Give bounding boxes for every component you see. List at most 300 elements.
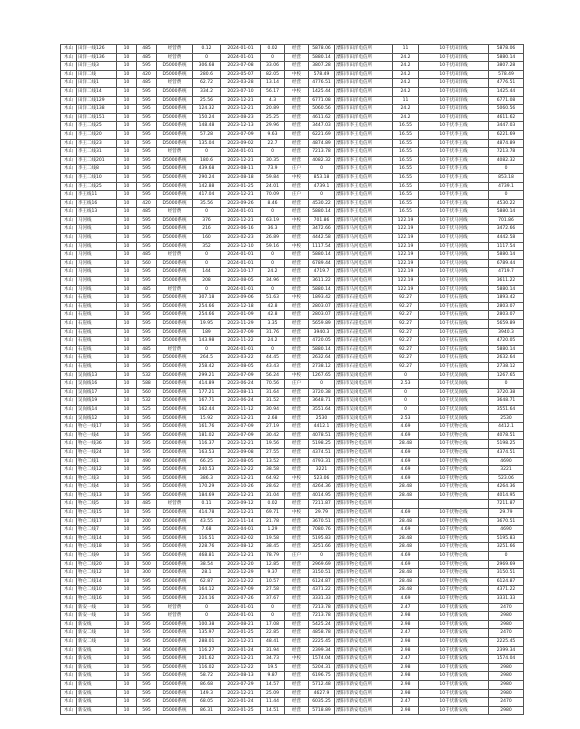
amount-cell: 5880.14 — [309, 345, 335, 354]
amount-cell: 3648.71 — [309, 397, 335, 406]
feeder-cell: 10千伏石崖线 — [419, 302, 489, 311]
date-cell: 2023-07-09 — [221, 371, 261, 380]
type-cell: 经营 — [285, 251, 309, 260]
length-cell: 28.48 — [393, 440, 419, 449]
source-cell: D5000系统 — [157, 414, 193, 423]
voltage-cell: 10 — [117, 663, 137, 672]
voltage-cell: 10 — [117, 277, 137, 286]
length-cell: 28.48 — [393, 586, 419, 595]
length-cell: 122.19 — [393, 277, 419, 286]
length-cell: 92.27 — [393, 337, 419, 346]
voltage-cell: 10 — [117, 156, 137, 165]
type-cell: 经营 — [285, 586, 309, 595]
table-row — [61, 362, 524, 371]
line-name-cell: 新安线 — [77, 698, 117, 707]
line-name-cell: 李王二线25 — [77, 182, 117, 191]
type-cell: 经营 — [285, 53, 309, 62]
voltage-cell: 10 — [117, 637, 137, 646]
length-cell: 28.48 — [393, 569, 419, 578]
total-cell: 2470 — [489, 629, 524, 638]
type-cell: 经营 — [285, 45, 309, 54]
capacity-cell: 595 — [137, 277, 157, 286]
source-cell: D5000系统 — [157, 457, 193, 466]
voltage-cell: 10 — [117, 96, 137, 105]
total-cell: 3251.66 — [489, 543, 524, 552]
date-cell: 2023-10-26 — [221, 483, 261, 492]
unit-cell: 溧阳市马河电信所 — [335, 216, 393, 225]
voltage-cell: 10 — [117, 302, 137, 311]
date-cell: 2023-12-21 — [221, 414, 261, 423]
source-cell: 经营费 — [157, 603, 193, 612]
feeder-cell: 10千伏马河线 — [419, 268, 489, 277]
source-cell: D5000系统 — [157, 509, 193, 518]
feeder-cell: 10千伏马河线 — [419, 216, 489, 225]
capacity-cell: 595 — [137, 603, 157, 612]
rate-cell: 63.19 — [261, 216, 285, 225]
length-cell: 2.98 — [393, 646, 419, 655]
value-cell: 254.66 — [193, 302, 221, 311]
unit-cell: 溧阳市吴岗电信所 — [335, 380, 393, 389]
type-cell: 中校 — [285, 242, 309, 251]
date-cell: 2023-06-24 — [221, 397, 261, 406]
type-cell: 经营 — [285, 629, 309, 638]
district-cell: 木山 — [61, 96, 77, 105]
district-cell: 木山 — [61, 595, 77, 604]
date-cell: 2023-01-25 — [221, 706, 261, 715]
type-cell: 经营 — [285, 337, 309, 346]
capacity-cell: 595 — [137, 689, 157, 698]
district-cell: 木山 — [61, 148, 77, 157]
total-cell: 5880.14 — [489, 251, 524, 260]
length-cell: 2.98 — [393, 620, 419, 629]
line-name-cell: 石崖线 — [77, 345, 117, 354]
amount-cell: 5718.89 — [309, 706, 335, 715]
table-row — [61, 517, 524, 526]
total-cell: 3611.22 — [489, 277, 524, 286]
rate-cell: 38.58 — [261, 466, 285, 475]
district-cell: 木山 — [61, 216, 77, 225]
date-cell: 2023-11-14 — [221, 517, 261, 526]
total-cell: 2632.64 — [489, 354, 524, 363]
amount-cell: 4776.51 — [309, 79, 335, 88]
table-row — [61, 526, 524, 535]
value-cell: 240.53 — [193, 466, 221, 475]
total-cell: 3551.64 — [489, 405, 524, 414]
amount-cell: 0 — [309, 552, 335, 561]
value-cell: 288.01 — [193, 637, 221, 646]
unit-cell: 溧阳市物仑电信所 — [335, 491, 393, 500]
district-cell: 木山 — [61, 173, 77, 182]
line-name-cell: 李王线16 — [77, 199, 117, 208]
voltage-cell: 10 — [117, 414, 137, 423]
length-cell: 4.69 — [393, 431, 419, 440]
type-cell: 中校 — [285, 474, 309, 483]
value-cell: 116.27 — [193, 646, 221, 655]
voltage-cell: 10 — [117, 62, 137, 71]
line-name-cell: 李王二线201 — [77, 156, 117, 165]
capacity-cell: 595 — [137, 234, 157, 243]
voltage-cell: 10 — [117, 380, 137, 389]
line-name-cell: 物仑二线14 — [77, 577, 117, 586]
table-row — [61, 534, 524, 543]
type-cell: 中校 — [285, 294, 309, 303]
capacity-cell: 420 — [137, 70, 157, 79]
capacity-cell: 595 — [137, 105, 157, 114]
capacity-cell: 595 — [137, 362, 157, 371]
rate-cell: 8.46 — [261, 199, 285, 208]
length-cell: 122.19 — [393, 225, 419, 234]
district-cell: 木山 — [61, 491, 77, 500]
district-cell: 木山 — [61, 53, 77, 62]
feeder-cell: 10千伏马河线 — [419, 234, 489, 243]
value-cell: 135.97 — [193, 629, 221, 638]
feeder-cell: 10千伏新安线 — [419, 612, 489, 621]
value-cell: 299.21 — [193, 371, 221, 380]
amount-cell: 2969.69 — [309, 560, 335, 569]
date-cell: 2023-06-16 — [221, 225, 261, 234]
amount-cell: 7080.76 — [309, 526, 335, 535]
line-name-cell: 马河线 — [77, 259, 117, 268]
amount-cell: 0 — [309, 165, 335, 174]
type-cell: 经营 — [285, 199, 309, 208]
capacity-cell: 595 — [137, 423, 157, 432]
rate-cell: 0 — [261, 148, 285, 157]
date-cell: 2023-07-09 — [221, 130, 261, 139]
line-name-cell: 物仑二线1 — [77, 457, 117, 466]
amount-cell: 29.79 — [309, 509, 335, 518]
capacity-cell: 532 — [137, 397, 157, 406]
capacity-cell: 595 — [137, 113, 157, 122]
feeder-cell: 10千伏李王线 — [419, 165, 489, 174]
total-cell: 578.49 — [489, 70, 524, 79]
voltage-cell: 10 — [117, 483, 137, 492]
type-cell: 经营 — [285, 483, 309, 492]
capacity-cell: 364 — [137, 646, 157, 655]
type-cell: 中校 — [285, 70, 309, 79]
unit-cell: 溧阳市石崖电信所 — [335, 362, 393, 371]
date-cell: 2024-01-01 — [221, 285, 261, 294]
unit-cell: 溧阳市石崖电信所 — [335, 354, 393, 363]
date-cell: 2023-09-02 — [221, 139, 261, 148]
value-cell: 124.32 — [193, 105, 221, 114]
feeder-cell: 10千伏田洋线 — [419, 96, 489, 105]
type-cell: 经营 — [285, 577, 309, 586]
rate-cell: 48.41 — [261, 637, 285, 646]
voltage-cell: 10 — [117, 173, 137, 182]
feeder-cell: 10千伏马河线 — [419, 242, 489, 251]
rate-cell: 34.96 — [261, 277, 285, 286]
source-cell: D5000系统 — [157, 629, 193, 638]
total-cell: 3720.38 — [489, 388, 524, 397]
source-cell: D5000系统 — [157, 156, 193, 165]
line-name-cell: 田洋二线1 — [77, 79, 117, 88]
capacity-cell: 595 — [137, 96, 157, 105]
rate-cell: 59.16 — [261, 242, 285, 251]
type-cell: 经营 — [285, 62, 309, 71]
district-cell: 木山 — [61, 199, 77, 208]
capacity-cell: 588 — [137, 380, 157, 389]
line-name-cell: 物仑一线24 — [77, 448, 117, 457]
total-cell: 0 — [489, 552, 524, 561]
line-name-cell: 新安线 — [77, 663, 117, 672]
rate-cell: 17.08 — [261, 620, 285, 629]
feeder-cell: 10千伏新安线 — [419, 637, 489, 646]
amount-cell: 7213.78 — [309, 148, 335, 157]
line-name-cell: 物仑一线4 — [77, 431, 117, 440]
length-cell: 28.48 — [393, 517, 419, 526]
type-cell: 经营 — [285, 320, 309, 329]
rate-cell: 14.57 — [261, 680, 285, 689]
total-cell: 6124.87 — [489, 577, 524, 586]
unit-cell: 溧阳市物仑电信所 — [335, 448, 393, 457]
source-cell: D5000系统 — [157, 560, 193, 569]
source-cell: 经营费 — [157, 148, 193, 157]
type-cell: 经营 — [285, 268, 309, 277]
amount-cell: 5195.83 — [309, 534, 335, 543]
rate-cell: 0 — [261, 251, 285, 260]
type-cell: 经营 — [285, 328, 309, 337]
voltage-cell: 10 — [117, 105, 137, 114]
unit-cell: 溧阳市新安电信所 — [335, 637, 393, 646]
source-cell: D5000系统 — [157, 526, 193, 535]
length-cell: 4.69 — [393, 560, 419, 569]
amount-cell: 4374.51 — [309, 448, 335, 457]
amount-cell: 853.18 — [309, 173, 335, 182]
unit-cell: 溧阳市马河电信所 — [335, 242, 393, 251]
total-cell: 2470 — [489, 603, 524, 612]
length-cell: 2.53 — [393, 380, 419, 389]
voltage-cell: 10 — [117, 440, 137, 449]
line-name-cell: 李王二线20 — [77, 130, 117, 139]
voltage-cell: 10 — [117, 320, 137, 329]
rate-cell: 73.9 — [261, 165, 285, 174]
unit-cell: 溧阳市物仑电信所 — [335, 457, 393, 466]
table-row — [61, 405, 524, 414]
amount-cell: 4412.1 — [309, 423, 335, 432]
district-cell: 木山 — [61, 543, 77, 552]
capacity-cell: 595 — [137, 629, 157, 638]
unit-cell: 溧阳市马河电信所 — [335, 251, 393, 260]
feeder-cell: 10千伏田洋线 — [419, 62, 489, 71]
length-cell: 2.47 — [393, 698, 419, 707]
source-cell: D5000系统 — [157, 543, 193, 552]
length-cell: 0 — [393, 371, 419, 380]
table-row — [61, 139, 524, 148]
unit-cell: 溧阳市李王电信所 — [335, 130, 393, 139]
source-cell: D5000系统 — [157, 637, 193, 646]
type-cell: 经营 — [285, 259, 309, 268]
amount-cell: 523.06 — [309, 474, 335, 483]
voltage-cell: 10 — [117, 345, 137, 354]
capacity-cell: 595 — [137, 320, 157, 329]
unit-cell: 溧阳市石崖电信所 — [335, 337, 393, 346]
total-cell: 2980 — [489, 689, 524, 698]
date-cell: 2024-01-01 — [221, 603, 261, 612]
value-cell: 0 — [193, 612, 221, 621]
rate-cell: 0 — [261, 612, 285, 621]
total-cell: 3150.51 — [489, 569, 524, 578]
table-row — [61, 569, 524, 578]
rate-cell: 0 — [261, 259, 285, 268]
date-cell: 2023-06-24 — [221, 380, 261, 389]
length-cell: 0 — [393, 405, 419, 414]
total-cell: 4374.51 — [489, 448, 524, 457]
source-cell: D5000系统 — [157, 586, 193, 595]
table-row — [61, 70, 524, 79]
feeder-cell: 10千伏田洋线 — [419, 87, 489, 96]
length-cell: 2.53 — [393, 414, 419, 423]
voltage-cell: 10 — [117, 500, 137, 509]
date-cell: 2023-07-26 — [221, 595, 261, 604]
value-cell: 162.44 — [193, 405, 221, 414]
source-cell: D5000系统 — [157, 87, 193, 96]
rate-cell: 12.85 — [261, 560, 285, 569]
type-cell: 经营 — [285, 620, 309, 629]
value-cell: 439.68 — [193, 165, 221, 174]
date-cell: 2023-11-22 — [221, 337, 261, 346]
table-row — [61, 122, 524, 131]
voltage-cell: 10 — [117, 130, 137, 139]
district-cell: 木山 — [61, 680, 77, 689]
table-row — [61, 182, 524, 191]
total-cell: 4442.58 — [489, 234, 524, 243]
district-cell: 木山 — [61, 182, 77, 191]
date-cell: 2023-02-23 — [221, 234, 261, 243]
capacity-cell: 560 — [137, 259, 157, 268]
feeder-cell: 10千伏石崖线 — [419, 362, 489, 371]
district-cell: 木山 — [61, 620, 77, 629]
date-cell: 2023-12-13 — [221, 122, 261, 131]
unit-cell: 溧阳市李王电信所 — [335, 199, 393, 208]
value-cell: 254.66 — [193, 311, 221, 320]
total-cell: 3221 — [489, 466, 524, 475]
type-cell: 经营 — [285, 156, 309, 165]
capacity-cell: 485 — [137, 208, 157, 217]
date-cell: 2023-07-09 — [221, 431, 261, 440]
table-row — [61, 672, 524, 681]
rate-cell: 78.79 — [261, 552, 285, 561]
type-cell: 经营 — [285, 689, 309, 698]
value-cell: 116.51 — [193, 534, 221, 543]
date-cell: 2023-12-10 — [221, 242, 261, 251]
rate-cell: 9.87 — [261, 672, 285, 681]
capacity-cell: 595 — [137, 637, 157, 646]
capacity-cell: 595 — [137, 483, 157, 492]
table-row — [61, 663, 524, 672]
voltage-cell: 10 — [117, 543, 137, 552]
amount-cell: 5880.14 — [309, 53, 335, 62]
source-cell: D5000系统 — [157, 646, 193, 655]
unit-cell: 溧阳市吴岗电信所 — [335, 405, 393, 414]
value-cell: 86.68 — [193, 680, 221, 689]
voltage-cell: 10 — [117, 285, 137, 294]
length-cell: 28.48 — [393, 483, 419, 492]
line-name-cell: 石崖线 — [77, 328, 117, 337]
date-cell: 2024-01-01 — [221, 251, 261, 260]
district-cell: 木山 — [61, 405, 77, 414]
table-row — [61, 474, 524, 483]
value-cell: 7.68 — [193, 526, 221, 535]
rate-cell: 31.04 — [261, 491, 285, 500]
unit-cell: 溧阳市李王电信所 — [335, 182, 393, 191]
line-name-cell: 吴岗线13 — [77, 371, 117, 380]
table-row — [61, 148, 524, 157]
district-cell: 木山 — [61, 509, 77, 518]
capacity-cell: 595 — [137, 225, 157, 234]
unit-cell: 溧阳市物仑电信所 — [335, 440, 393, 449]
feeder-cell: 10千伏马河线 — [419, 251, 489, 260]
voltage-cell: 10 — [117, 139, 137, 148]
type-cell: 经营 — [285, 672, 309, 681]
value-cell: 43.55 — [193, 517, 221, 526]
district-cell: 木山 — [61, 259, 77, 268]
feeder-cell: 10千伏物仑线 — [419, 440, 489, 449]
amount-cell: 4611.62 — [309, 113, 335, 122]
date-cell: 2024-01-01 — [221, 53, 261, 62]
line-name-cell: 物仑二线16 — [77, 595, 117, 604]
total-cell: 1425.44 — [489, 87, 524, 96]
capacity-cell: 490 — [137, 457, 157, 466]
capacity-cell: 595 — [137, 216, 157, 225]
value-cell: 189 — [193, 328, 221, 337]
unit-cell: 溧阳市李王电信所 — [335, 148, 393, 157]
date-cell: 2023-03-28 — [221, 79, 261, 88]
rate-cell: 2.68 — [261, 414, 285, 423]
line-name-cell: 吴岗线12 — [77, 414, 117, 423]
length-cell: 16.55 — [393, 148, 419, 157]
value-cell: 0 — [193, 285, 221, 294]
unit-cell: 溧阳市物仑电信所 — [335, 586, 393, 595]
length-cell: 2.98 — [393, 612, 419, 621]
feeder-cell: 10千伏新安线 — [419, 655, 489, 664]
source-cell: 经营费 — [157, 500, 193, 509]
amount-cell: 0 — [309, 380, 335, 389]
capacity-cell: 500 — [137, 560, 157, 569]
length-cell: 16.55 — [393, 130, 419, 139]
capacity-cell: 595 — [137, 680, 157, 689]
feeder-cell: 10千伏物仑线 — [419, 474, 489, 483]
source-cell: D5000系统 — [157, 534, 193, 543]
capacity-cell: 595 — [137, 139, 157, 148]
line-name-cell: 物仑二线17 — [77, 517, 117, 526]
voltage-cell: 10 — [117, 517, 137, 526]
table-row — [61, 500, 524, 509]
source-cell: 经营费 — [157, 285, 193, 294]
source-cell: D5000系统 — [157, 96, 193, 105]
feeder-cell: 10千伏物仑线 — [419, 509, 489, 518]
source-cell: D5000系统 — [157, 577, 193, 586]
length-cell: 2.98 — [393, 706, 419, 715]
feeder-cell: 10千伏物仑线 — [419, 483, 489, 492]
value-cell: 149.3 — [193, 689, 221, 698]
rate-cell: 31.64 — [261, 388, 285, 397]
feeder-cell: 10千伏物仑线 — [419, 466, 489, 475]
date-cell: 2023-12-18 — [221, 302, 261, 311]
line-name-cell: 田洋二线 — [77, 70, 117, 79]
total-cell: 5878.06 — [489, 45, 524, 54]
type-cell: 经营 — [285, 663, 309, 672]
amount-cell: 2803.07 — [309, 311, 335, 320]
rate-cell: 25.25 — [261, 113, 285, 122]
source-cell: D5000系统 — [157, 113, 193, 122]
date-cell: 2023-12-21 — [221, 216, 261, 225]
line-name-cell: 田洋二线138 — [77, 105, 117, 114]
district-cell: 木山 — [61, 251, 77, 260]
amount-cell: 3472.66 — [309, 225, 335, 234]
capacity-cell: 595 — [137, 534, 157, 543]
table-row — [61, 586, 524, 595]
length-cell: 4.69 — [393, 457, 419, 466]
